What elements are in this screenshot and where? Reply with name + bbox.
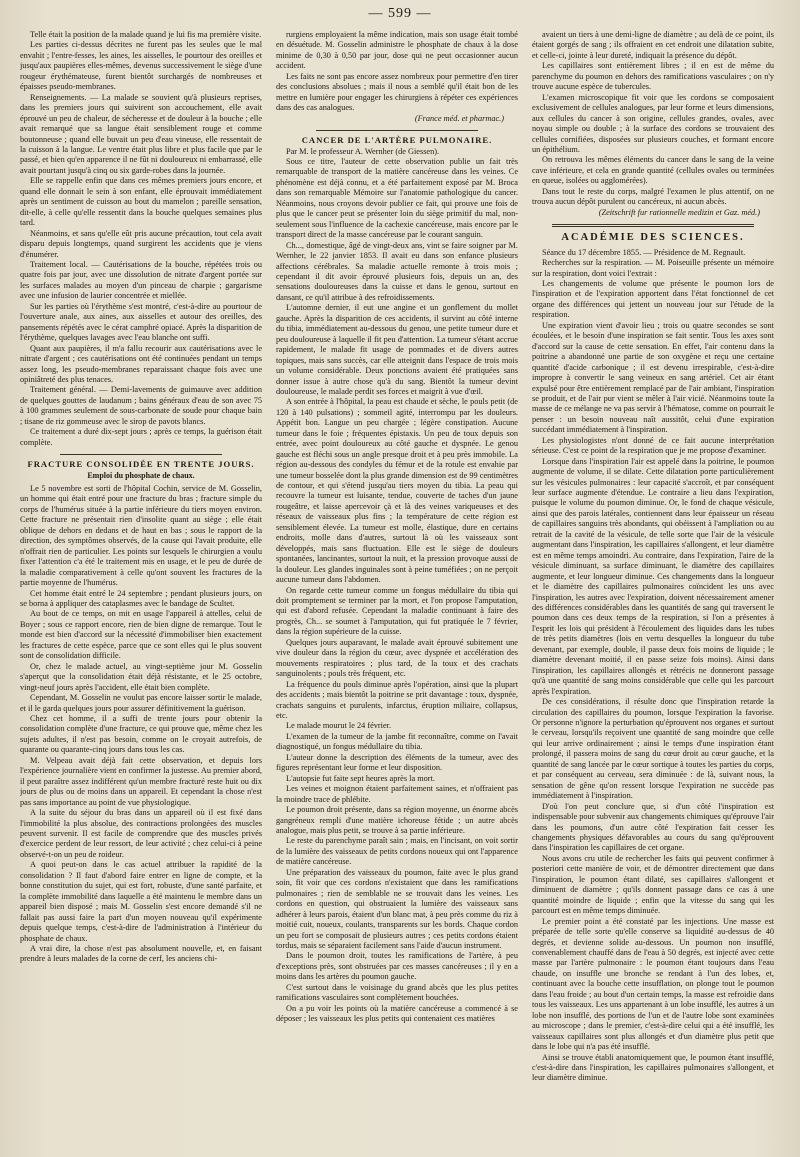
paragraph: On a pu voir les points où la matière cancéreuse a commencé à se déposer ; les vaisseaux les plus petits qui contenaient ces matières <box>276 1003 518 1024</box>
paragraph: Les changements de volume que présente le poumon lors de l'inspiration et de l'expiration apportent dans l'état fonctionnel de cet organe des différences qui jettent un nouveau jour sur l'étude de la respiration. <box>532 278 774 320</box>
column-2-cancer-body <box>276 157 518 1025</box>
section-title-fracture: FRACTURE CONSOLIDÉE EN TRENTE JOURS. <box>27 459 255 470</box>
paragraph: Néanmoins, et sans qu'elle eût pris aucune précaution, tout cela avait disparu depuis longtemps, quand surgirent les accidents que je viens d'énumérer. <box>20 228 262 259</box>
column-3-academie-body <box>532 258 774 1084</box>
paragraph: Les faits ne sont pas encore assez nombreux pour permettre d'en tirer des conclusions absolues ; mais il nous a semblé qu'il était bon de les mettre en lumière pour engager les chirurgiens à répéter ces expériences dans des cas analogues. <box>276 71 518 113</box>
paragraph: Sur les parties où l'érythème s'est montré, c'est-à-dire au pourtour de l'ouverture anale, aux aines, aux aisselles et autour des oreilles, des pansements répétés avec le cérat camphré opiacé. Après la disparition de l'érythème, quelques lavages avec l'eau blanche ont suffi. <box>20 301 262 343</box>
section-title-cancer: CANCER DE L'ARTÈRE PULMONAIRE. <box>301 135 493 146</box>
session-line: Séance du 17 décembre 1855. — Présidence de M. Regnault. <box>542 247 746 257</box>
paragraph: Quant aux paupières, il m'a fallu recourir aux cautérisations avec le nitrate d'argent ; ces cautérisations ont été continuées pendant un temps assez long, les pseudo-membranes reparaissant chaque fois avec une opiniâtreté des plus tenaces. <box>20 343 262 384</box>
column-2 <box>276 30 518 1148</box>
paragraph: M. Velpeau avait déjà fait cette observation, et depuis lors l'expérience journalière vient en confirmer la justesse. Au premier abord, il peut paraître assez indifférent qu'un membre fracturé reste huit ou dix jours de plus ou de moins dans un appareil. Et cependant la chose n'est pas sans importance au point de vue physiologique. <box>20 755 262 807</box>
paragraph: Une préparation des vaisseaux du poumon, faite avec le plus grand soin, fit voir que ces cordons n'existaient que dans les ramifications pulmonaires ; rien de semblable ne se trouvait dans les veines. Les cordons en question, qui obstruaient la lumière des vaisseaux sans adhérer à leurs parois, étaient d'un blanc mat, à peu près comme du riz à moitié cuit, noueux, coulants, transparents sur les bords. Chaque cordon un peu fort se composait de plusieurs autres ; ces petits cordons étaient tordus, mais se séparaient facilement sans l'aide d'aucun instrument. <box>276 867 518 950</box>
paragraph: Nous avons cru utile de rechercher les faits qui peuvent confirmer à posteriori cette manière de voir, et de démontrer directement que dans l'inspiration, le poumon étant dilaté, ses capillaires s'allongent et diminuent de diamètre ; qu'ils donnent passage dans ce cas à une quantité moindre de liquide ; enfin que la vitesse du sang qui les parcourt est en même temps diminuée. <box>532 853 774 916</box>
paragraph: Elle se rappelle enfin que dans ces mêmes premiers jours encore, et quand elle donnait le sein à son enfant, elle éprouvait immédiatement après un sentiment de cuisson au bout du mamelon ; pareille sensation, dit-elle, à celle qu'elle ressentit dans la bouche quelques semaines plus tard. <box>20 176 262 228</box>
section-title-academie: ACADÉMIE DES SCIENCES. <box>561 232 745 244</box>
column-1-intro <box>20 30 262 448</box>
paragraph: Quelques jours auparavant, le malade avait éprouvé subitement une vive douleur dans la région du cœur, avec dyspnée et accélération des mouvements respiratoires ; plus tard, de la toux et des crachats sanguinolents ; pouls très fréquent, etc. <box>276 637 518 679</box>
paragraph: Ce traitement a duré dix-sept jours ; après ce temps, la guérison était complète. <box>20 427 262 447</box>
article-byline: Par M. le professeur A. Wernher (de Giessen). <box>286 146 440 156</box>
paragraph: A vrai dire, la chose n'est pas absolument nouvelle, et, en faisant prendre à leurs malades de la corne de cerf, les anciens chi- <box>20 943 262 964</box>
page-number: — 599 — <box>368 6 432 21</box>
paragraph: L'automne dernier, il eut une angine et un gonflement du mollet gauche. Après la disparition de ces accidents, il survint au côté interne du tibia, immédiatement au-dessous du genou, une petite tumeur dure et peu douloureuse à laquelle il fit peu d'attention. La tumeur s'étant accrue rapidement, le malade fit usage de pommades et de divers autres topiques, mais sans succès, car elle atteignit dans l'espace de trois mois un volume considérable. Deux ponctions avaient été pratiquées sans donner issue à autre chose qu'à du sang. Bientôt la tumeur devint douloureuse, le malade perdit ses forces et maigrit à vue d'œil. <box>276 303 518 396</box>
paragraph: L'auteur donne la description des éléments de la tumeur, avec des figures représentant leur forme et leur disposition. <box>276 752 518 773</box>
paragraph: On regarde cette tumeur comme un fongus médullaire du tibia qui doit promptement se terminer par la mort, et l'on propose l'amputation, qui est d'abord refusée. Cependant la maladie continuant à faire des progrès, Ch... se soumet à l'amputation, qui fut pratiquée le 7 février, dans la région supérieure de la cuisse. <box>276 585 518 637</box>
section-subtitle-phosphate: Emploi du phosphate de chaux. <box>87 470 195 480</box>
paragraph: Les physiologistes n'ont donné de ce fait aucune interprétation sérieuse. C'est ce point de la respiration que je me propose d'examiner. <box>532 435 774 456</box>
column-1 <box>20 30 262 1148</box>
paragraph: A la suite du séjour du bras dans un appareil où il est fixé dans l'immobilité la plus absolue, des contractions prolongées des muscles peuvent survenir. Il est facile de comprendre que des muscles privés d'exercice perdent de leur ressort, de leur activité ; chez celui-ci à peine observé-t-on un peu de roideur. <box>20 808 262 859</box>
section-divider <box>552 224 754 227</box>
paragraph: Le premier point a été constaté par les injections. Une masse est préparée de telle sorte qu'elle conserve sa liquidité au-dessus de 40 degrés, et devienne solide au-dessous. Un poumon non insufflé, convenablement chauffé dans de l'eau à 50 degrés, est injecté avec cette masse par l'artère pulmonaire : le poumon étant toujours dans l'eau chaude, on insuffle une bronche se rendant à l'un des lobes, et, continuant avec la bouche cette insufflation, on plonge tout le poumon dans l'eau froide ; au bout d'un certain temps, la masse est refroidie dans tous les vaisseaux. Les uns appartenant à un lobe insufflé, les autres à un lobe non insufflé, des portions de l'un et de l'autre lobe sont examinées au microscope ; dans le premier, c'est-à-dire celui qui a été insufflé, les vaisseaux capillaires sont plus allongés et d'un diamètre plus petit que dans le lobe qui n'a pas été insufflé. <box>532 916 774 1052</box>
source-credit: (Zeitschrift fur rationnelle medizin et Gaz. méd.) <box>598 207 760 217</box>
section-divider <box>316 130 478 131</box>
column-3-intro <box>532 30 774 208</box>
paragraph: Le malade mourut le 24 février. <box>286 721 392 731</box>
paragraph: L'autopsie fut faite sept heures après la mort. <box>286 773 435 783</box>
paragraph: Ainsi se trouve établi anatomiquement que, le poumon étant insufflé, c'est-à-dire dans l'inspiration, les capillaires pulmonaires s'allongent, et leur diamètre diminue. <box>532 1052 774 1083</box>
paragraph: Le 5 novembre est sorti de l'hôpital Cochin, service de M. Gosselin, un homme qui était entré pour une fracture du bras ; fracture simple du corps de l'humérus située à la partie inférieure du tiers moyen environ. Cette fracture ne présentait rien d'insolite quant au siège ; elle était oblique de dehors en dedans et de haut en bas ; sous le rapport de la direction, des symptômes observés, de la cause qui l'avait produite, elle n'offrait rien de particulier. Les points sur lesquels le chirurgien a voulu fixer l'attention c'a été le traitement mis en usage, et le peu de durée de la maladie comparativement à celle qu'ont souvent les fractures de la partie moyenne de l'humérus. <box>20 484 262 588</box>
paragraph: Recherches sur la respiration. — M. Poiseuille présente un mémoire sur la respiration, dont voici l'extrait : <box>532 258 774 278</box>
paragraph: Les parties ci-dessus décrites ne furent pas les seules que le mal envahit ; l'entre-fesses, les aines, les aisselles, le pourtour des oreilles et jusqu'aux paupières elles-mêmes, devenus successivement le siège d'une rougeur érythémateuse, furent bientôt surchargés de nombreuses et épaisses pseudo-membranes. <box>20 40 262 92</box>
paragraph: D'où l'on peut conclure que, si d'un côté l'inspiration est indispensable pour subvenir aux changements chimiques qu'éprouve l'air dans les poumons, d'un autre côté l'expiration fait cesser les changements physiques défavorables au cours du sang qu'éprouvent dans l'inspiration les capillaires de cet organe. <box>532 801 774 853</box>
paragraph: rurgiens employaient la même indication, mais son usage était tombé en désuétude. M. Gosselin administre le phosphate de chaux à la dose minime de 0,30 à 0,50 par jour, dose qui ne peut occasionner aucun accident. <box>276 30 518 71</box>
paragraph: De ces considérations, il résulte donc que l'inspiration retarde la circulation des capillaires du poumon, lorsque l'expiration la favorise. Or personne n'ignore la perturbation qu'éprouvent nos organes et surtout le cerveau, lorsqu'ils reçoivent une quantité de sang moindre que celle qui leur arrive ordinairement ; ainsi le temps d'une inspiration étant prolongé, il passera moins de sang du cœur droit au cœur gauche, et la quantité de sang lancée par le cœur sortique à toutes les parties du corps, et par conséquent au cerveau, sera diminuée : de là, suivant nous, la sensation de gêne qu'on ressent lorsque l'expiration ne succède pas immédiatement à l'inspiration. <box>532 697 774 801</box>
paragraph: avaient un tiers à une demi-ligne de diamètre ; au delà de ce point, ils étaient gorgés de sang ; ils offraient en cet endroit une dilatation subite, et celle-ci, jointe à leur dureté, indiquait la présence du dépôt. <box>532 30 774 60</box>
paragraph: Traitement local. — Cautérisations de la bouche, répétées trois ou quatre fois par jour, avec une dissolution de nitrate d'argent portée sur les surfaces malades au moyen d'un pinceau de charpie ; gargarisme avec une infusion de laurier concentrée et miellée. <box>20 259 262 301</box>
paragraph: A son entrée à l'hôpital, la peau est chaude et sèche, le pouls petit (de 120 à 140 pulsations) ; sommeil agité, interrompu par les douleurs. Appétit bon. Langue un peu chargée ; légère constipation. Aucune tumeur dans le foie ; fréquentes épistaxis. Un peu de toux depuis son entrée, avec point douloureux au côté gauche et dyspnée. Le genou gauche est fléchi sous un angle presque droit et à peu près immobile. La région au-dessous des condyles du fémur et de la rotule est envahie par une tumeur bosselée dont la plus grande dimension est de 99 centimètres de contour, et qui s'étend jusqu'au tiers moyen du tibia. La peau qui recouvre la tumeur est luisante, tendue, couverte de taches d'un jaune rougeâtre, et laisse apercevoir çà et là des veines variqueuses et des réseaux de vaisseaux plus fins ; la température de cette région est sensiblement élevée. La tumeur est molle, élastique, dure en certains endroits, molle dans d'autres, surtout là où les vaisseaux sont développés, mais sans fluctuation. Elle est le siège de douleurs spontanées, lancinantes, surtout la nuit, et la pression provoque aussi de la douleur. Les glandes inguinales sont à peine tuméfiées ; on ne perçoit aucune tumeur dans l'abdomen. <box>276 397 518 585</box>
paragraph: Sous ce titre, l'auteur de cette observation publie un fait très remarquable de transport de la matière cancéreuse dans les veines. Ce phénomène est déjà connu, et a été parfaitement exposé par M. Broca dans son remarquable Mémoire sur l'anatomie pathologique du cancer. Néanmoins, nous croyons devoir publier ce fait, qui prouve une fois de plus que le cancer peut se présenter loin du siège primitif du mal, non-seulement sous l'influence de la cachexie cancéreuse, mais encore par le transport direct de la masse cancéreuse par le courant sanguin. <box>276 156 518 240</box>
paragraph: L'examen microscopique fit voir que les cordons se composaient exclusivement de cellules analogues, par leur forme et leurs dimensions, aux cellules du cancer à son origine, cellules grandes, ovales, avec noyau simple ou double ; à la surface des cordons se trouvaient des cellules cornifiées, disposées sur plusieurs couches, et formant encore un épithélium. <box>532 92 774 154</box>
paragraph: Les capillaires sont entièrement libres ; il en est de même du parenchyme du poumon en dehors des ramifications vasculaires ; on n'y trouve aucune espèce de tubercules. <box>532 61 774 92</box>
column-1-fracture-body <box>20 484 262 965</box>
source-credit: (France méd. et pharmac.) <box>414 113 504 123</box>
paragraph: Renseignements. — La malade se souvient qu'à plusieurs reprises, dans les premiers jours qui suivirent son accouchement, elle avait éprouvé un peu de chaleur, de sécheresse et de douleur à la bouche ; elle avait remarqué que sa langue était sensiblement rouge et comme boutonneuse ; quand elle buvait un peu d'eau vineuse, elle ressentait de la cuisson à la langue. Le ventre était plus libre et plus facile que par le passé, et bien qu'en apparence il ne fût ni douloureux ni embarrassé, elle avait pourtant jusqu'à cinq ou six garde-robes dans la journée. <box>20 92 262 175</box>
section-divider <box>60 454 222 455</box>
paragraph: Telle était la position de la malade quand je lui fis ma première visite. <box>30 30 262 39</box>
paragraph: Lorsque dans l'inspiration l'air est appelé dans la poitrine, le poumon augmente de volume, il se dilate. Cette dilatation porte particulièrement sur les vésicules pulmonaires : leur capacité s'accroît, et par conséquent leur surface augmente d'étendue. Le contraire a lieu dans l'expiration, puisque le volume du poumon diminue. Or, le fond de chaque vésicule, ainsi que des parois latérales, contiennent dans leur épaisseur un réseau de capillaires sanguins très abondants, qui obéissent à l'ampliation ou au retrait de la cavité de la vésicule, de telle sorte que l'air de la vésicule augmentant dans l'inspiration, les capillaires s'allongent, et leur diamètre est en même temps amoindri. Au contraire, dans l'expiration, l'aire de la vésicule diminuant, sa surface diminuant, le diamètre des capillaires augmente, et leur longueur diminue. Ces changements dans la longueur et le diamètre des capillaires pulmonaires coïncident les uns avec l'inspiration, les autres avec l'expiration, doivent nécessairement amener des différences considérables dans les quantités de sang qui traversent le poumon dans ces deux temps de la respiration, si l'on a présentes à l'esprit les lois qui président à l'écoulement des liquides dans les tubes de très petits diamètres (lois en vertu desquelles la longueur du tube devenant, par exemple, double, il passe deux fois moins de liquide ; le diamètre devenant moitié, il en passe seize fois moins). Ainsi dans l'inspiration, les capillaires allongés et rétrécis ne donneront passage qu'à une quantité de sang moins considérable que celle qui les parcourt après l'expiration. <box>532 456 774 696</box>
paragraph: Cet homme était entré le 24 septembre ; pendant plusieurs jours, on se borna à appliquer des cataplasmes avec le bandage de Scultet. <box>20 588 262 609</box>
paragraph: La fréquence du pouls diminue après l'opération, ainsi que la plupart des accidents ; mais bientôt la poitrine se prit davantage : toux, dyspnée, crachats sanguins et purulents, infarctus, éruption miliaire, collapsus, etc. <box>276 679 518 720</box>
paragraph: Au bout de ce temps, on mit en usage l'appareil à attelles, celui de Boyer ; sous ce rapport encore, rien de bien digne de remarque. Tout le monde est bien d'accord sur la nécessité d'immobiliser bien exactement les fractures de cette espèce, parce que ce sont elles qui le plus souvent sont de consolidation difficile. <box>20 609 262 661</box>
paragraph: Ch..., domestique, âgé de vingt-deux ans, vint se faire soigner par M. Wernher, le 22 janvier 1853. Il avait eu dans son enfance plusieurs affections cérébrales. Sa maladie actuelle remonte à trois mois ; cependant il dit avoir éprouvé plusieurs fois, depuis un an, des sensations douloureuses dans la cuisse et dans le genou, surtout en dansant, ce qu'il attribue à des refroidissements. <box>276 240 518 302</box>
paragraph: On retrouva les mêmes éléments du cancer dans le sang de la veine cave inférieure, et cela en grande quantité (cellules ovales ou terminées en queue, isolées ou agglomérées). <box>532 155 774 186</box>
paragraph: C'est surtout dans le voisinage du grand abcès que les plus petites ramifications vasculaires sont complètement bouchées. <box>276 982 518 1003</box>
paragraph: L'examen de la tumeur de la jambe fit reconnaître, comme on l'avait diagnostiqué, un fongus médullaire du tibia. <box>276 731 518 752</box>
paragraph: Traitement général. — Demi-lavements de guimauve avec addition de quelques gouttes de laudanum ; bains généraux d'eau de son avec 75 à 100 grammes seulement de sous-carbonate de soude pour chaque bain ; tisane de riz gommeuse avec le sirop de pavots blancs. <box>20 385 262 426</box>
column-2-intro <box>276 30 518 114</box>
paragraph: Or, chez le malade actuel, au vingt-septième jour M. Gosselin s'aperçut que la consolidation était déjà résistante, et le 25 octobre, vingt-neuf jours après l'accident, elle était bien complète. <box>20 661 262 692</box>
paragraph: Une expiration vient d'avoir lieu ; trois ou quatre secondes se sont écoulées, et le besoin d'une inspiration se fait sentir. Tous les axes sont d'accord sur la cause de cette sensation. En effet, l'air contenu dans la poitrine a abandonné une partie de son oxygène et reçu une certaine quantité d'acide carbonique ; il est devenu irrespirable, c'est-à-dire impropre à convertir le sang veineux en sang artériel. Cet air étant expulsé pour être entièrement remplacé par de l'air ambiant, l'inspiration se produit, et de l'air pur vient se mêler à l'air vicié. Néanmoins toute la masse de ce mélange ne va pas servir à l'hématose, comme on pourrait le penser : un besoin nouveau naît aussitôt, celui d'une expiration succédant immédiatement à l'inspiration. <box>532 320 774 435</box>
column-3 <box>532 30 774 1148</box>
paragraph: Cependant, M. Gosselin ne voulut pas encore laisser sortir le malade, et il le garda quelques jours pour assurer définitivement la guérison. <box>20 693 262 713</box>
paragraph: Les veines et moignon étaient parfaitement saines, et n'offraient pas la moindre trace de phlébite. <box>276 784 518 804</box>
paragraph: Dans tout le reste du corps, malgré l'examen le plus attentif, on ne trouva aucun dépôt purulent ou cancéreux, ni aucun abcès. <box>532 186 774 207</box>
paragraph: Le reste du parenchyme paraît sain ; mais, en l'incisant, on voit sortir de la lumière des vaisseaux de petits cordons noueux qui ont l'apparence de matière cancéreuse. <box>276 836 518 867</box>
paragraph: Le poumon droit présente, dans sa région moyenne, un énorme abcès gangréneux rempli d'une matière ichoreuse fétide ; un autre abcès analogue, mais plus petit, se trouve à sa partie inférieure. <box>276 805 518 835</box>
paragraph: Chez cet homme, il a suffi de trente jours pour obtenir la consolidation complète d'une fracture, ce qui prouve que, même chez les sujets adultes, il n'est pas besoin, comme on le croyait autrefois, de quarante ou quarante-cinq jours dans tous les cas. <box>20 714 262 755</box>
paragraph: Dans le poumon droit, toutes les ramifications de l'artère, à peu d'exceptions près, sont obstruées par ces masses cancéreuses ; il y en a moins dans les artères du poumon gauche. <box>276 951 518 982</box>
paragraph: A quoi peut-on dans le cas actuel attribuer la rapidité de la consolidation ? Il faut d'abord faire entrer en ligne de compte, et la bonne constitution du sujet, qui est fort, robuste, d'une santé parfaite, et la complète immobilité dans laquelle a été maintenu le membre dans un appareil bien disposé ; mais M. Gosselin s'est encore demandé s'il ne fallait pas aussi faire la part d'un moyen nouveau qu'il expérimente depuis quelque temps, c'est-à-dire de l'administration à l'intérieur du phosphate de chaux. <box>20 860 262 943</box>
